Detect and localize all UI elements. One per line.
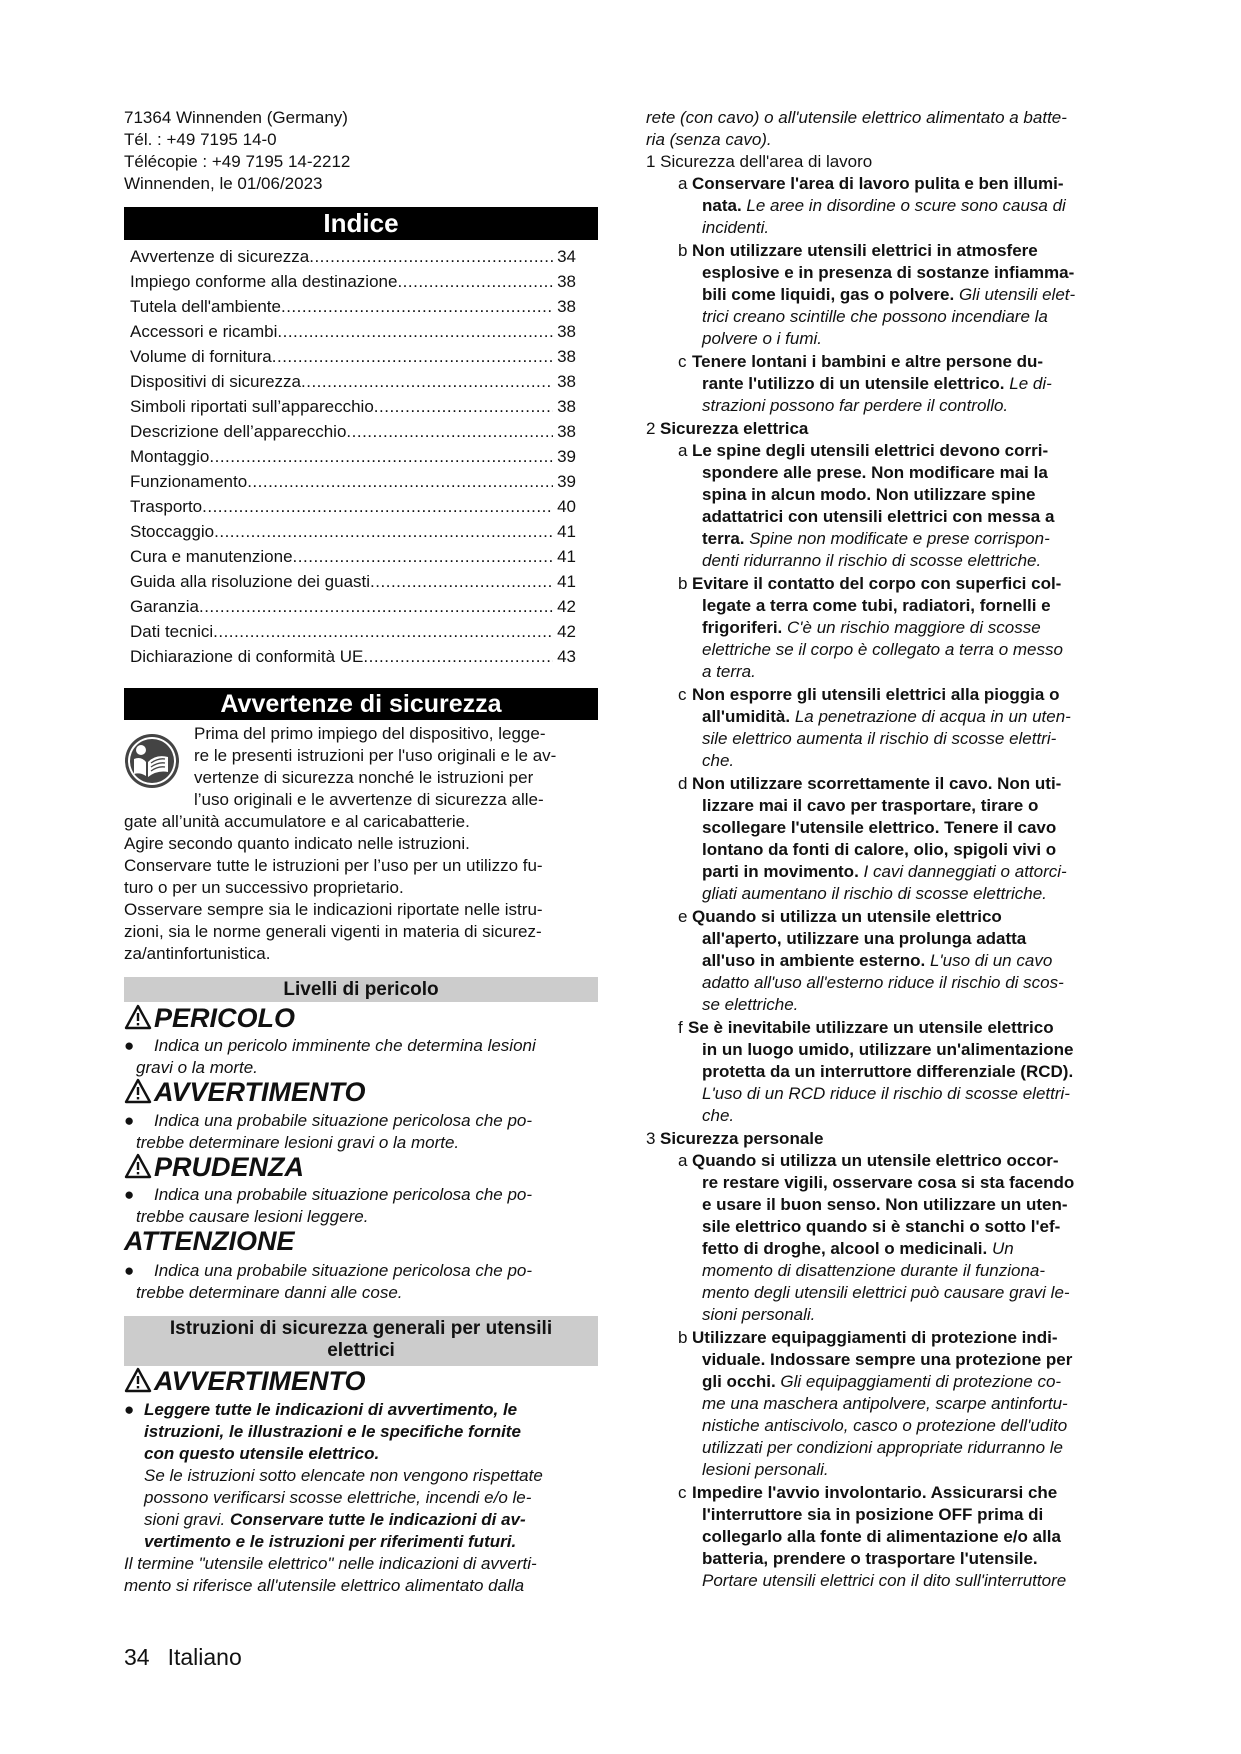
- toc-entry[interactable]: [130, 321, 576, 343]
- term-note: [124, 1553, 537, 1597]
- toc-entry[interactable]: [130, 571, 576, 593]
- toc-entry[interactable]: [130, 496, 576, 518]
- toc-entry[interactable]: [130, 646, 576, 668]
- bullet-icon: ●: [124, 1185, 135, 1204]
- text-line: Tenere lontani i bambini e altre persone du-: [692, 352, 1044, 371]
- text-line: Le di-: [1004, 374, 1052, 393]
- text-line: Non utilizzare scorrettamente il cavo. Non uti-: [692, 774, 1062, 793]
- toc-label: Impiego conforme alla destinazione: [130, 272, 398, 291]
- toc-page: 38: [557, 397, 576, 416]
- intro-line: Osservare sempre sia le indicazioni riportate nelle istru-: [124, 900, 543, 919]
- text-line: a terra.: [702, 662, 756, 681]
- item-letter: e: [678, 907, 688, 926]
- text-line: bili come liquidi, gas o polvere.: [702, 285, 955, 304]
- bullet-line: possono verificarsi scosse elettriche, incendi e/o le-: [144, 1488, 532, 1507]
- text-line: rante l'utilizzo di un utensile elettrico.: [702, 374, 1005, 393]
- text-line: Non utilizzare utensili elettrici in atmosfere: [692, 241, 1038, 260]
- istruzioni-heading-line: elettrici: [327, 1340, 395, 1361]
- text-line: lontano da fonti di calore, olio, spigoli vivi o: [702, 840, 1057, 859]
- text-line: Conservare l'area di lavoro pulita e ben illumi-: [692, 174, 1064, 193]
- toc-page: 38: [557, 322, 576, 341]
- intro-line: vertenze di sicurezza nonché le istruzioni per: [194, 768, 534, 787]
- text-line: mento degli utensili elettrici può causare gravi le-: [702, 1283, 1070, 1302]
- toc-label: Dispositivi di sicurezza: [130, 372, 301, 391]
- toc-entry[interactable]: [130, 346, 576, 368]
- text-line: che.: [702, 751, 735, 770]
- bullet-line: Leggere tutte le indicazioni di avvertimento, le: [144, 1400, 518, 1419]
- toc-page: 38: [557, 272, 576, 291]
- section-heading-1: 1 Sicurezza dell'area di lavoro: [646, 152, 873, 171]
- signal-word: ATTENZIONE: [124, 1226, 295, 1256]
- text-line: Spine non modificate e prese corrispon-: [744, 529, 1050, 548]
- text-line: re restare vigili, osservare cosa si sta facendo: [702, 1173, 1075, 1192]
- text-line: Gli utensili elet-: [954, 285, 1076, 304]
- text-line: incidenti.: [702, 218, 770, 237]
- toc-label: Simboli riportati sull’apparecchio: [130, 397, 374, 416]
- intro-line: re le presenti istruzioni per l'uso originali e le av-: [194, 746, 557, 765]
- toc-label: Dati tecnici: [130, 622, 214, 641]
- bullet-line: con questo utensile elettrico.: [144, 1444, 380, 1463]
- text-line: legate a terra come tubi, radiatori, fornelli e: [702, 596, 1051, 615]
- item-letter: b: [678, 1328, 688, 1347]
- text-line: nistiche antiscivolo, casco o protezione dell'udito: [702, 1416, 1068, 1435]
- toc-label: Funzionamento: [130, 472, 248, 491]
- toc-entry[interactable]: [130, 396, 576, 418]
- text-line: Quando si utilizza un utensile elettrico occor-: [692, 1151, 1059, 1170]
- signal-word-pericolo: [124, 1003, 295, 1033]
- text-line: esplosive e in presenza di sostanze infiamma-: [702, 263, 1075, 282]
- intro-line: gate all’unità accumulatore e al caricabatterie.: [124, 812, 470, 831]
- text-line: L'uso di un RCD riduce il rischio di scosse elettri-: [702, 1084, 1070, 1103]
- text-line: Gli equipaggiamenti di protezione co-: [775, 1372, 1062, 1391]
- text-line: L'uso di un cavo: [925, 951, 1053, 970]
- toc-page: 41: [557, 547, 576, 566]
- text-line: strazioni possono far perdere il controllo.: [702, 396, 1009, 415]
- text-line: viduale. Indossare sempre una protezione per: [702, 1350, 1073, 1369]
- item-letter: a: [678, 441, 688, 460]
- signal-word-prudenza: [124, 1152, 304, 1182]
- toc-label: Accessori e ricambi: [130, 322, 278, 341]
- text-line: momento di disattenzione durante il funziona-: [702, 1261, 1046, 1280]
- toc-label: Trasporto: [130, 497, 203, 516]
- text-line: utilizzati per condizioni appropriate ridurranno le: [702, 1438, 1063, 1457]
- text-line: Non esporre gli utensili elettrici alla pioggia o: [692, 685, 1060, 704]
- toc-page: 41: [557, 522, 576, 541]
- text-line: protetta da un interruttore differenziale (RCD).: [702, 1062, 1074, 1081]
- item-letter: c: [678, 352, 687, 371]
- text-line: all'aperto, utilizzare una prolunga adatta: [702, 929, 1027, 948]
- bullet-line: vertimento e le istruzioni per riferimenti futuri.: [144, 1532, 517, 1551]
- text-line: batteria, prendere o trasportare l'utensile.: [702, 1549, 1038, 1568]
- toc-entry[interactable]: [130, 546, 576, 568]
- item-letter: b: [678, 241, 688, 260]
- text-line: Portare utensili elettrici con il dito sull'interruttore: [702, 1571, 1067, 1590]
- toc-label: Avvertenze di sicurezza: [130, 247, 310, 266]
- toc-entry[interactable]: [130, 271, 576, 293]
- toc-page: 38: [557, 372, 576, 391]
- text-line: spina in alcun modo. Non utilizzare spine: [702, 485, 1036, 504]
- toc-entry[interactable]: [130, 471, 576, 493]
- address-line: Winnenden, le 01/06/2023: [124, 174, 323, 193]
- bullet-line: Indica una probabile situazione pericolosa che po-: [154, 1111, 533, 1130]
- read-manual-icon: [124, 733, 180, 789]
- text-line: sile elettrico quando si è stanchi o sotto l'ef-: [702, 1217, 1061, 1236]
- toc-label: Stoccaggio: [130, 522, 215, 541]
- text-line: Impedire l'avvio involontario. Assicurarsi che: [692, 1483, 1058, 1502]
- text-line: gliati aumentano il rischio di scosse elettriche.: [702, 884, 1047, 903]
- text-line: gli occhi.: [702, 1372, 776, 1391]
- address-line: Tél. : +49 7195 14-0: [124, 130, 277, 149]
- warning-triangle-icon: [124, 1078, 152, 1104]
- toc-label: Tutela dell'ambiente: [130, 297, 281, 316]
- item-letter: c: [678, 685, 687, 704]
- text-line: elettriche se il corpo è collegato a terra o messo: [702, 640, 1063, 659]
- toc-label: Cura e manutenzione: [130, 547, 293, 566]
- page-footer: [124, 1644, 260, 1671]
- intro-line: l’uso originali e le avvertenze di sicurezza alle-: [194, 790, 544, 809]
- text-line: C'è un rischio maggiore di scosse: [782, 618, 1041, 637]
- text-line: adattatrici con utensili elettrici con messa a: [702, 507, 1055, 526]
- intro-line: Prima del primo impiego del dispositivo, legge-: [194, 724, 546, 743]
- text-line: Le spine degli utensili elettrici devono corri-: [692, 441, 1049, 460]
- term-line: Il termine "utensile elettrico" nelle indicazioni di avverti-: [124, 1554, 537, 1573]
- intro-line: turo o per un successivo proprietario.: [124, 878, 404, 897]
- bullet-icon: ●: [124, 1111, 135, 1130]
- text-line: I cavi danneggiati o attorci-: [858, 862, 1067, 881]
- toc-page: 38: [557, 297, 576, 316]
- text-line: nata.: [702, 196, 742, 215]
- toc-entry[interactable]: [130, 371, 576, 393]
- toc-page: 41: [557, 572, 576, 591]
- toc-entry[interactable]: [130, 296, 576, 318]
- item-letter: a: [678, 1151, 688, 1170]
- text-line: lesioni personali.: [702, 1460, 829, 1479]
- text-line: lizzare mai il cavo per trasportare, tirare o: [702, 796, 1039, 815]
- intro-line: Agire secondo quanto indicato nelle istruzioni.: [124, 834, 470, 853]
- toc-entry[interactable]: [130, 446, 576, 468]
- toc-label: Guida alla risoluzione dei guasti: [130, 572, 371, 591]
- istruzioni-heading: [124, 1316, 598, 1366]
- text-line: Utilizzare equipaggiamenti di protezione indi-: [692, 1328, 1058, 1347]
- text-line: se elettriche.: [702, 995, 799, 1014]
- istruzioni-heading-line: Istruzioni di sicurezza generali per utensili: [169, 1318, 553, 1339]
- bullet-line: trebbe causare lesioni leggere.: [136, 1207, 369, 1226]
- text-line: che.: [702, 1106, 735, 1125]
- toc-label: Volume di fornitura: [130, 347, 272, 366]
- address-line: Télécopie : +49 7195 14-2212: [124, 152, 351, 171]
- toc-page: 34: [557, 247, 576, 266]
- toc-label: Garanzia: [130, 597, 199, 616]
- text-line: Se è inevitabile utilizzare un utensile elettrico: [688, 1018, 1054, 1037]
- text-line: adatto all'uso all'esterno riduce il rischio di scos-: [702, 973, 1064, 992]
- bullet-line-bold: Conservare tutte le indicazioni di av-: [229, 1510, 526, 1529]
- text-line: terra.: [702, 529, 745, 548]
- toc-page: 42: [557, 597, 576, 616]
- intro-line: Conservare tutte le istruzioni per l’uso per un utilizzo fu-: [124, 856, 543, 875]
- toc-entry[interactable]: [130, 521, 576, 543]
- bullet-line: Indica un pericolo imminente che determina lesioni: [154, 1036, 536, 1055]
- footer-language: Italiano: [167, 1644, 242, 1670]
- toc-label: Montaggio: [130, 447, 210, 466]
- bullet-line: trebbe determinare danni alle cose.: [136, 1283, 403, 1302]
- signal-word-attenzione: [124, 1226, 295, 1256]
- warning-triangle-icon: [124, 1367, 152, 1393]
- intro-line: zioni, sia le norme generali vigenti in materia di sicurez-: [124, 922, 542, 941]
- text-line: Le aree in disordine o scure sono causa di: [741, 196, 1066, 215]
- warning-triangle-icon: [124, 1004, 152, 1030]
- section-heading-2: Sicurezza elettrica: [660, 419, 809, 438]
- address-line: 71364 Winnenden (Germany): [124, 108, 348, 127]
- signal-word: PRUDENZA: [154, 1152, 305, 1182]
- text-line: ria (senza cavo).: [646, 130, 772, 149]
- avvertenze-heading: Avvertenze di sicurezza: [124, 688, 598, 720]
- text-line: sioni personali.: [702, 1305, 816, 1324]
- text-line: denti ridurranno il rischio di scosse elettriche.: [702, 551, 1042, 570]
- bullet-icon: ●: [124, 1400, 135, 1419]
- page-number: 34: [124, 1644, 150, 1670]
- signal-word: AVVERTIMENTO: [154, 1077, 366, 1107]
- bullet-line: Indica una probabile situazione pericolosa che po-: [154, 1185, 533, 1204]
- toc-page: 38: [557, 422, 576, 441]
- section-number: 3: [646, 1129, 656, 1148]
- toc-page: 38: [557, 347, 576, 366]
- text-line: all'umidità.: [702, 707, 791, 726]
- bullet-icon: ●: [124, 1261, 135, 1280]
- text-line: polvere o i fumi.: [702, 329, 822, 348]
- toc-entry[interactable]: [130, 421, 576, 443]
- toc-page: 43: [557, 647, 576, 666]
- text-line: all'uso in ambiente esterno.: [702, 951, 926, 970]
- warning-triangle-icon: [124, 1153, 152, 1179]
- bullet-line: Se le istruzioni sotto elencate non vengono rispettate: [144, 1466, 543, 1485]
- text-line: sile elettrico aumenta il rischio di scosse elettri-: [702, 729, 1057, 748]
- livelli-heading: Livelli di pericolo: [124, 977, 598, 1002]
- bullet-line: sioni gravi.: [144, 1510, 230, 1529]
- toc-entry[interactable]: [130, 621, 576, 643]
- text-line: Un: [987, 1239, 1014, 1258]
- text-line: frigoriferi.: [702, 618, 783, 637]
- bullet-line: istruzioni, le illustrazioni e le specifiche fornite: [144, 1422, 521, 1441]
- toc-label: Descrizione dell’apparecchio: [130, 422, 347, 441]
- toc-label: Dichiarazione di conformità UE: [130, 647, 364, 666]
- toc-page: 39: [557, 447, 576, 466]
- section-number: 2: [646, 419, 656, 438]
- signal-word-avvertimento: [124, 1077, 366, 1107]
- text-line: La penetrazione di acqua in un uten-: [790, 707, 1071, 726]
- item-letter: d: [678, 774, 688, 793]
- text-line: e usare il buon senso. Non utilizzare un uten-: [702, 1195, 1068, 1214]
- text-line: in un luogo umido, utilizzare un'alimentazione: [702, 1040, 1074, 1059]
- bullet-line: trebbe determinare lesioni gravi o la morte.: [136, 1133, 460, 1152]
- text-line: scollegare l'utensile elettrico. Tenere il cavo: [702, 818, 1057, 837]
- item-letter: b: [678, 574, 688, 593]
- toc-page: 42: [557, 622, 576, 641]
- toc-entry[interactable]: [130, 596, 576, 618]
- indice-heading: Indice: [124, 207, 598, 240]
- bullet-icon: ●: [124, 1036, 135, 1055]
- signal-word: AVVERTIMENTO: [154, 1366, 366, 1396]
- signal-word: PERICOLO: [154, 1003, 296, 1033]
- text-line: trici creano scintille che possono incendiare la: [702, 307, 1048, 326]
- text-line: me una maschera antipolvere, scarpe antinfortu-: [702, 1394, 1068, 1413]
- text-line: Quando si utilizza un utensile elettrico: [692, 907, 1002, 926]
- intro-line: za/antinfortunistica.: [124, 944, 271, 963]
- text-line: Evitare il contatto del corpo con superfici col-: [692, 574, 1062, 593]
- item-letter: f: [678, 1018, 683, 1037]
- signal-word-avvertimento: [124, 1366, 366, 1396]
- toc-page: 39: [557, 472, 576, 491]
- section-heading-3: Sicurezza personale: [660, 1129, 824, 1148]
- text-line: fetto di droghe, alcool o medicinali.: [702, 1239, 988, 1258]
- toc-entry[interactable]: [130, 246, 576, 268]
- text-line: l'interruttore sia in posizione OFF prima di: [702, 1505, 1044, 1524]
- address-block: [124, 107, 598, 195]
- bullet-line: gravi o la morte.: [136, 1058, 258, 1077]
- text-line: rete (con cavo) o all'utensile elettrico alimentato a batte-: [646, 108, 1067, 127]
- text-line: spondere alle prese. Non modificare mai la: [702, 463, 1048, 482]
- text-line: parti in movimento.: [702, 862, 859, 881]
- bullet-line: Indica una probabile situazione pericolosa che po-: [154, 1261, 533, 1280]
- item-letter: a: [678, 174, 688, 193]
- term-line: mento si riferisce all'utensile elettrico alimentato dalla: [124, 1576, 525, 1595]
- text-line: collegarlo alla fonte di alimentazione e/o alla: [702, 1527, 1061, 1546]
- item-letter: c: [678, 1483, 687, 1502]
- toc-page: 40: [557, 497, 576, 516]
